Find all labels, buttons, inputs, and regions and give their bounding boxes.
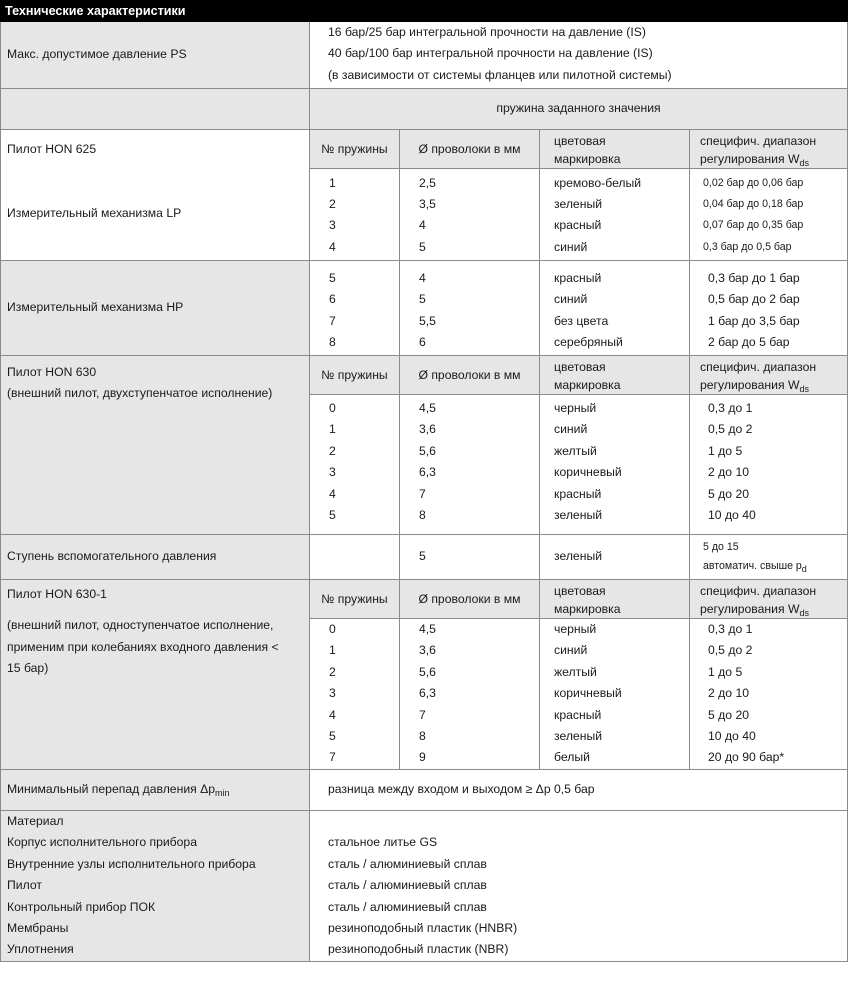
h630-wire-2: 3,6: [419, 422, 436, 437]
aux-color: зеленый: [540, 535, 690, 580]
col-range-text: регулирования W: [700, 151, 800, 166]
h630-wire-6: 8: [419, 507, 426, 522]
aux-range-2: [703, 557, 847, 576]
dp-label-sub: min: [215, 788, 230, 799]
h6301-wire-4: 6,3: [419, 686, 436, 701]
h630-color-1: черный: [554, 401, 597, 415]
hp-label: Измерительный механизма HP: [1, 261, 310, 356]
lp-color-2: зеленый: [554, 196, 603, 211]
h6301-no-col: [310, 619, 400, 770]
h630-no-1: 0: [329, 401, 336, 415]
material-value-2: сталь / алюминиевый сплав: [328, 856, 487, 871]
hon6301-sub-2: применим при колебаниях входного давления <: [7, 639, 279, 654]
hp-wire-4: 6: [419, 335, 426, 350]
hon630-label-cell: [1, 356, 310, 535]
h630-color-2: синий: [554, 422, 588, 437]
hon625-label: Пилот HON 625: [1, 130, 310, 169]
hp-range-2: 0,5 бар до 2 бар: [708, 292, 800, 307]
hp-range-4: 2 бар до 5 бар: [708, 335, 790, 350]
aux-range-2-text: автоматич. свыше p: [703, 560, 802, 572]
lp-range-1: 0,02 бар до 0,06 бар: [703, 176, 804, 189]
h630-color-4: коричневый: [554, 465, 622, 480]
hp-range-3: 1 бар до 3,5 бар: [708, 313, 800, 328]
lp-no-col: [310, 168, 400, 261]
materials-heading: Материал: [7, 814, 64, 828]
hp-range-1: 0,3 бар до 1 бар: [708, 271, 800, 285]
lp-no-3: 3: [329, 218, 336, 233]
hp-color-3: без цвета: [554, 313, 609, 328]
col-color-3-line-1: цветовая: [554, 584, 606, 598]
hon6301-label: Пилот HON 630-1: [7, 587, 107, 601]
col-color-3-line-2: маркировка: [554, 602, 621, 616]
hon630-sub: (внешний пилот, двухступенчатое исполнение): [7, 386, 273, 401]
lp-range-2: 0,04 бар до 0,18 бар: [703, 197, 804, 210]
spring-header-row: [1, 89, 848, 130]
spring-header-blank: [1, 89, 310, 130]
h630-range-4: 2 до 10: [708, 465, 749, 480]
lp-color-col: [540, 168, 690, 261]
hp-no-4: 8: [329, 335, 336, 350]
col-color: [540, 130, 690, 169]
col-range-3-line-1: специфич. диапазон: [700, 584, 817, 598]
col-range-line-1: специфич. диапазон: [700, 133, 817, 148]
h6301-color-7: белый: [554, 750, 590, 765]
hp-color-2: синий: [554, 292, 588, 307]
hon630-header-row: [1, 356, 848, 395]
h6301-wire-1: 4,5: [419, 622, 436, 636]
hon6301-sub-1: (внешний пилот, одноступенчатое исполнение,: [7, 618, 274, 633]
col-color-2-line-2: маркировка: [554, 378, 621, 392]
hp-color-col: [540, 261, 690, 356]
h6301-no-1: 0: [329, 622, 336, 636]
hp-no-3: 7: [329, 313, 336, 328]
lp-wire-3: 4: [419, 218, 426, 233]
hp-wire-col: [400, 261, 540, 356]
material-name-2: Внутренние узлы исполнительного прибора: [7, 856, 256, 871]
h630-wire-col: [400, 395, 540, 535]
h6301-no-7: 7: [329, 750, 336, 765]
hon625-lp-row: [1, 168, 848, 261]
h6301-range-7: 20 до 90 бар*: [708, 750, 785, 765]
aux-range-1: 5 до 15: [703, 541, 739, 553]
col-wire-3: Ø проволоки в мм: [400, 580, 540, 619]
h6301-no-4: 3: [329, 686, 336, 701]
h630-color-col: [540, 395, 690, 535]
h6301-color-4: коричневый: [554, 686, 622, 701]
hon630-label: Пилот HON 630: [7, 365, 97, 379]
hp-no-col: [310, 261, 400, 356]
lp-range-4: 0,3 бар до 0,5 бар: [703, 240, 792, 253]
lp-color-3: красный: [554, 218, 602, 233]
hp-no-2: 6: [329, 292, 336, 307]
pressure-line-3: (в зависимости от системы фланцев или пилотной системы): [328, 67, 672, 82]
pressure-line-2: 40 бар/100 бар интегральной прочности на давление (IS): [328, 46, 653, 61]
col-range-2-sub: ds: [799, 384, 809, 394]
col-color-2: [540, 356, 690, 395]
col-range-3-sub: ds: [799, 608, 809, 618]
h630-range-5: 5 до 20: [708, 486, 749, 501]
col-color-line-1: цветовая: [554, 133, 606, 148]
col-wire-2: Ø проволоки в мм: [400, 356, 540, 395]
material-value-3: сталь / алюминиевый сплав: [328, 878, 487, 893]
col-range-2-text: регулирования W: [700, 378, 800, 392]
table-title: Технические характеристики: [1, 1, 848, 22]
col-spring-no-3: № пружины: [310, 580, 400, 619]
h630-no-4: 3: [329, 465, 336, 480]
h630-range-6: 10 до 40: [708, 507, 756, 522]
col-range-2: [690, 356, 848, 395]
material-value-6: резиноподобный пластик (NBR): [328, 942, 509, 957]
h6301-wire-5: 7: [419, 707, 426, 722]
h630-wire-5: 7: [419, 486, 426, 501]
h6301-wire-7: 9: [419, 750, 426, 765]
h6301-range-3: 1 до 5: [708, 664, 743, 679]
h6301-range-4: 2 до 10: [708, 686, 749, 701]
h6301-no-5: 4: [329, 707, 336, 722]
material-name-5: Мембраны: [7, 920, 69, 935]
hp-wire-1: 4: [419, 271, 426, 285]
h630-color-6: зеленый: [554, 507, 603, 522]
material-name-3: Пилот: [7, 878, 42, 893]
aux-range-2-sub: d: [801, 564, 807, 574]
materials-heading-blank: [328, 811, 847, 832]
col-spring-no-2: № пружины: [310, 356, 400, 395]
hon6301-sub-3: 15 бар): [7, 661, 49, 676]
h630-no-6: 5: [329, 507, 336, 522]
hp-wire-3: 5,5: [419, 313, 436, 328]
h630-range-3: 1 до 5: [708, 443, 743, 458]
hp-color-1: красный: [554, 271, 602, 285]
dp-value: разница между входом и выходом ≥ Δp 0,5 бар: [310, 770, 848, 811]
lp-color-4: синий: [554, 239, 588, 254]
h6301-wire-3: 5,6: [419, 664, 436, 679]
h6301-color-1: черный: [554, 622, 597, 636]
h6301-no-6: 5: [329, 728, 336, 743]
h6301-color-2: синий: [554, 643, 588, 658]
hon625-header-row: [1, 130, 848, 169]
aux-label: Ступень вспомогательного давления: [1, 535, 310, 580]
dp-label: [1, 770, 310, 811]
lp-wire-2: 3,5: [419, 196, 436, 211]
pressure-values: [310, 22, 848, 89]
aux-wire: 5: [400, 535, 540, 580]
h630-wire-3: 5,6: [419, 443, 436, 458]
material-value-1: стальное литье GS: [328, 835, 438, 850]
pressure-line-1: 16 бар/25 бар интегральной прочности на давление (IS): [328, 25, 646, 39]
h630-range-col: [690, 395, 848, 535]
h6301-range-6: 10 до 40: [708, 728, 756, 743]
h6301-color-6: зеленый: [554, 728, 603, 743]
lp-no-4: 4: [329, 239, 336, 254]
h6301-wire-6: 8: [419, 728, 426, 743]
h630-no-col: [310, 395, 400, 535]
h630-color-5: красный: [554, 486, 602, 501]
col-range-3: [690, 580, 848, 619]
h6301-color-5: красный: [554, 707, 602, 722]
title-row: [1, 1, 848, 22]
h6301-range-1: 0,3 до 1: [708, 622, 753, 636]
aux-range: [690, 535, 848, 580]
pressure-label: Макс. допустимое давление PS: [1, 22, 310, 89]
h6301-range-col: [690, 619, 848, 770]
col-color-2-line-1: цветовая: [554, 360, 606, 374]
hon6301-header-row: [1, 580, 848, 619]
lp-wire-col: [400, 168, 540, 261]
lp-wire-4: 5: [419, 239, 426, 254]
h6301-no-3: 2: [329, 664, 336, 679]
h630-wire-4: 6,3: [419, 465, 436, 480]
h630-wire-1: 4,5: [419, 401, 436, 415]
material-name-4: Контрольный прибор ПОК: [7, 899, 156, 914]
hp-color-4: серебряный: [554, 335, 623, 350]
hon625-hp-row: [1, 261, 848, 356]
hp-wire-2: 5: [419, 292, 426, 307]
aux-row: [1, 535, 848, 580]
material-value-4: сталь / алюминиевый сплав: [328, 899, 487, 914]
aux-no-blank: [310, 535, 400, 580]
materials-names: [1, 811, 310, 962]
h6301-range-2: 0,5 до 2: [708, 643, 753, 658]
h630-no-2: 1: [329, 422, 336, 437]
col-spring-no: № пружины: [310, 130, 400, 169]
lp-no-1: 1: [329, 175, 336, 190]
col-color-3: [540, 580, 690, 619]
h6301-wire-col: [400, 619, 540, 770]
h6301-wire-2: 3,6: [419, 643, 436, 658]
lp-range-col: [690, 168, 848, 261]
dp-label-text: Минимальный перепад давления Δp: [7, 782, 216, 797]
h630-no-5: 4: [329, 486, 336, 501]
col-range-3-text: регулирования W: [700, 602, 800, 616]
lp-color-1: кремово-белый: [554, 175, 642, 190]
material-name-1: Корпус исполнительного прибора: [7, 835, 197, 850]
col-range-2-line-1: специфич. диапазон: [700, 360, 817, 374]
col-range-2-line-2: [700, 375, 847, 393]
lp-range-3: 0,07 бар до 0,35 бар: [703, 219, 804, 232]
h630-no-3: 2: [329, 443, 336, 458]
col-range-line-2: [700, 149, 847, 167]
col-range-sub: ds: [799, 157, 809, 168]
lp-no-2: 2: [329, 196, 336, 211]
h6301-range-5: 5 до 20: [708, 707, 749, 722]
h6301-no-2: 1: [329, 643, 336, 658]
materials-row: [1, 811, 848, 962]
lp-wire-1: 2,5: [419, 175, 436, 190]
material-name-6: Уплотнения: [7, 942, 74, 957]
pressure-row: [1, 22, 848, 89]
lp-label: Измерительный механизма LP: [1, 168, 310, 261]
hp-no-1: 5: [329, 271, 336, 285]
col-range-3-line-2: [700, 599, 847, 617]
h6301-color-3: желтый: [554, 664, 597, 679]
dp-row: [1, 770, 848, 811]
h6301-color-col: [540, 619, 690, 770]
materials-values: [310, 811, 848, 962]
hon6301-label-cell: [1, 580, 310, 770]
col-wire: Ø проволоки в мм: [400, 130, 540, 169]
h630-range-2: 0,5 до 2: [708, 422, 753, 437]
h630-color-3: желтый: [554, 443, 597, 458]
hp-range-col: [690, 261, 848, 356]
spring-header: пружина заданного значения: [310, 89, 848, 130]
material-value-5: резиноподобный пластик (HNBR): [328, 920, 518, 935]
h630-range-1: 0,3 до 1: [708, 401, 753, 415]
col-color-line-2: маркировка: [554, 151, 621, 166]
col-range: [690, 130, 848, 169]
